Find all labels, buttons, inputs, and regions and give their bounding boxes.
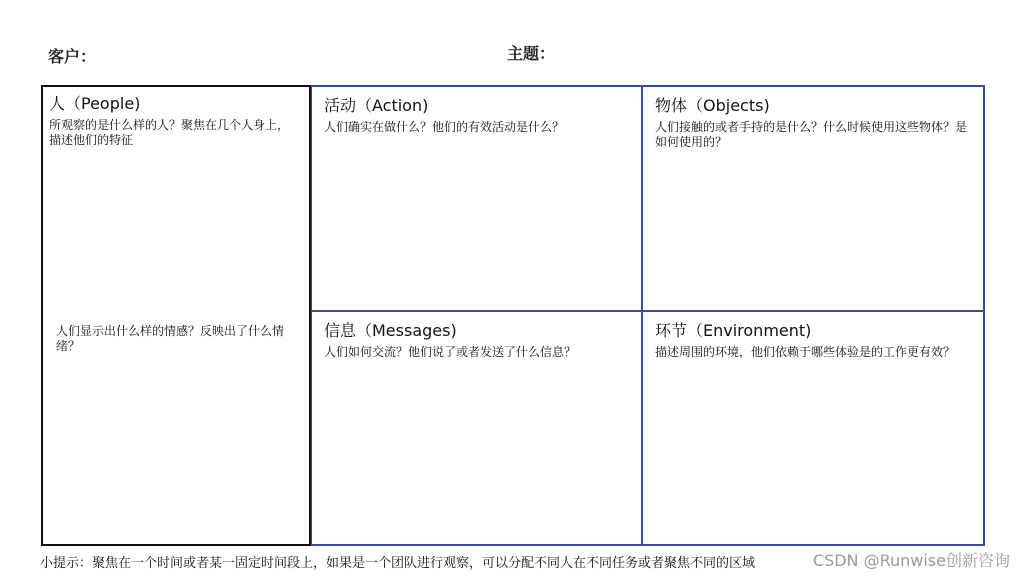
people-emotion-description: 人们显示出什么样的情感？反映出了什么情绪？: [56, 324, 285, 353]
messages-section: [311, 311, 642, 546]
environment-section: [642, 311, 985, 546]
people-title: 人（People): [49, 94, 141, 113]
client-label: 客户：: [48, 47, 97, 66]
environment-description: 描述周围的环境，他们依赖于哪些体验是的工作更有效？: [655, 345, 956, 359]
messages-description: 人们如何交流？他们说了或者发送了什么信息？: [324, 345, 577, 359]
action-title: 活动（Action): [324, 96, 429, 115]
subject-label: 主题：: [507, 44, 556, 63]
footer-tip: 小提示：聚焦在一个时间或者某一固定时间段上，如果是一个团队进行观察，可以分配不同人在不同任务或者聚焦不同的区域: [40, 556, 756, 571]
action-description: 人们确实在做什么？他们的有效活动是什么？: [324, 120, 565, 134]
environment-title: 环节（Environment): [655, 321, 812, 340]
action-section: [311, 85, 642, 311]
objects-description: 人们接触的或者手持的是什么？什么时候使用这些物体？是如何使用的？: [655, 120, 968, 149]
objects-section: [642, 85, 985, 311]
messages-title: 信息（Messages): [324, 321, 457, 340]
objects-title: 物体（Objects): [655, 96, 770, 115]
people-description: 所观察的是什么样的人？聚焦在几个人身上，描述他们的特征: [49, 118, 290, 147]
people-section: [41, 85, 311, 546]
watermark: CSDN @Runwise创新咨询: [812, 551, 1010, 570]
